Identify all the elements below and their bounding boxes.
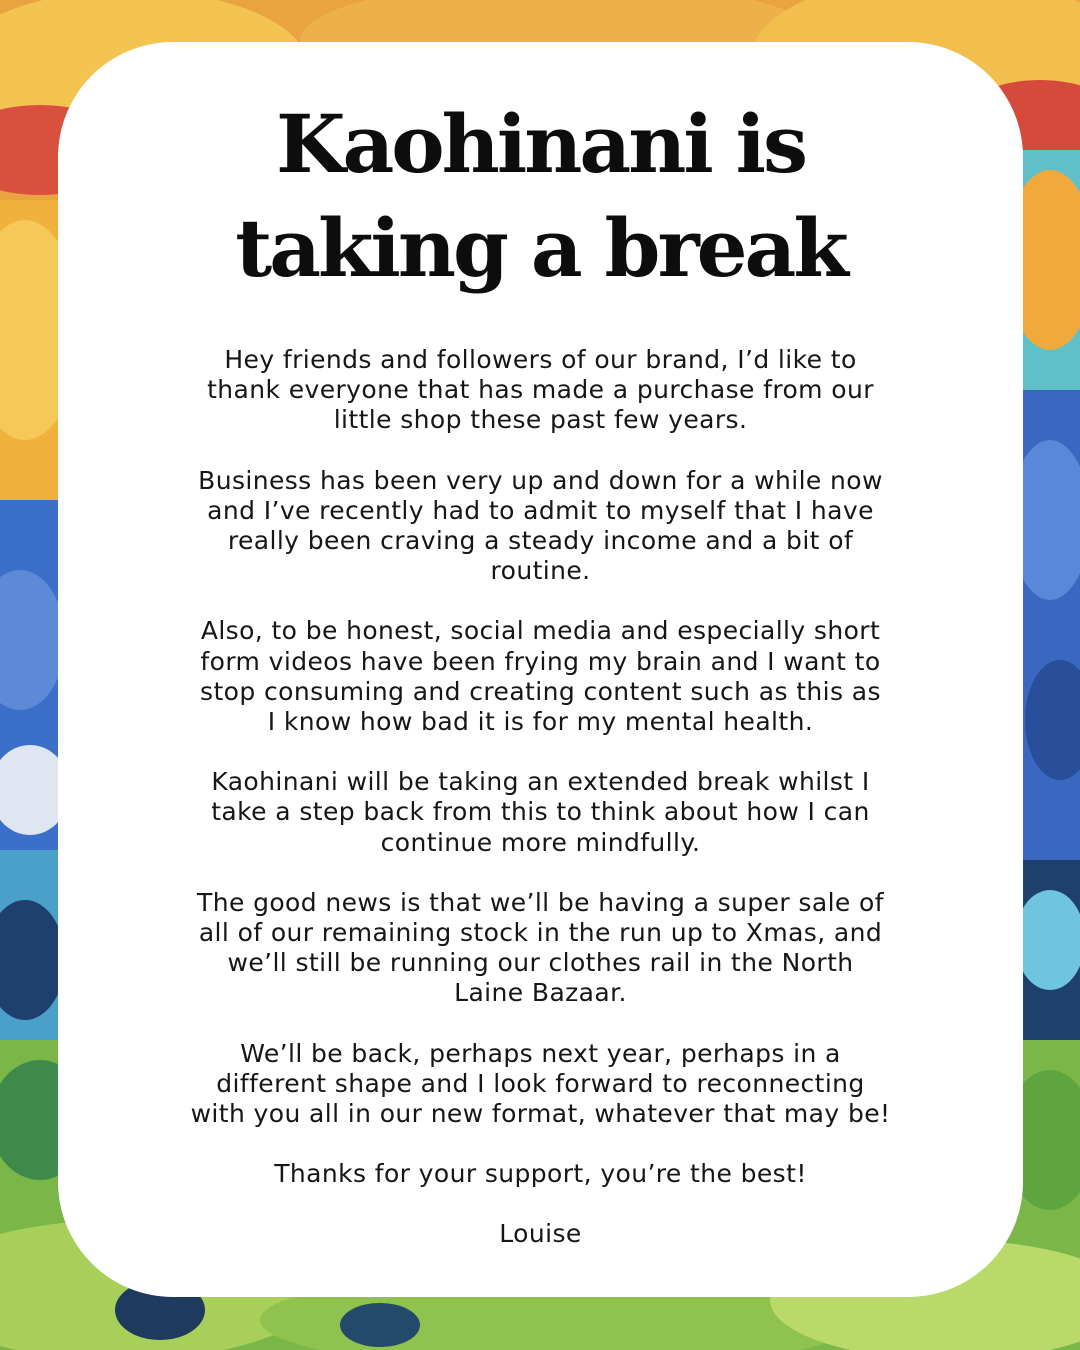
- text-line: Hey friends and followers of our brand, I’d like to: [224, 345, 857, 374]
- paragraph-business: [131, 466, 951, 587]
- paragraph-thanks: [131, 345, 951, 436]
- text-line: I know how bad it is for my mental health.: [267, 707, 814, 737]
- paragraph-sale: [131, 888, 951, 1009]
- text-line: stop consuming and creating content such as this as: [200, 676, 881, 706]
- text-line: We’ll be back, perhaps next year, perhaps in a: [240, 1038, 841, 1068]
- announcement-body: [131, 345, 951, 1250]
- paragraph-return: [131, 1039, 951, 1130]
- text-line: different shape and I look forward to reconnecting: [216, 1068, 865, 1098]
- text-line: really been craving a steady income and a bit of: [227, 526, 854, 556]
- text-line: Kaohinani will be taking an extended break whilst I: [211, 767, 870, 797]
- signature: [131, 1219, 951, 1249]
- announcement-card: [58, 42, 1023, 1297]
- text-line: and I’ve recently had to admit to myself that I have: [207, 495, 874, 525]
- text-line: routine.: [490, 556, 591, 586]
- paragraph-thanks-support: [131, 1159, 951, 1189]
- title-line: Kaohinani is: [275, 97, 806, 191]
- text-line: The good news is that we’ll be having a super sale of: [197, 887, 884, 917]
- text-line: Laine Bazaar.: [454, 978, 627, 1008]
- signature-name: Louise: [499, 1219, 582, 1249]
- text-line: Also, to be honest, social media and especially short: [200, 616, 881, 646]
- text-line: form videos have been frying my brain and I want to: [200, 646, 881, 676]
- paragraph-break: [131, 767, 951, 858]
- title-line: taking a break: [235, 201, 846, 295]
- text-line: with you all in our new format, whatever that may be!: [190, 1099, 891, 1129]
- text-line: Thanks for your support, you’re the best!: [274, 1159, 807, 1189]
- text-line: Business has been very up and down for a while now: [198, 465, 883, 495]
- text-line: thank everyone that has made a purchase from our: [207, 375, 874, 405]
- text-line: take a step back from this to think about how I can: [211, 797, 870, 827]
- text-line: all of our remaining stock in the run up to Xmas, and: [198, 918, 883, 948]
- text-line: continue more mindfully.: [380, 827, 701, 857]
- text-line: we’ll still be running our clothes rail in the North: [227, 948, 854, 978]
- announcement-title: [131, 92, 951, 300]
- paragraph-social-media: [131, 616, 951, 737]
- text-line: little shop these past few years.: [333, 405, 748, 435]
